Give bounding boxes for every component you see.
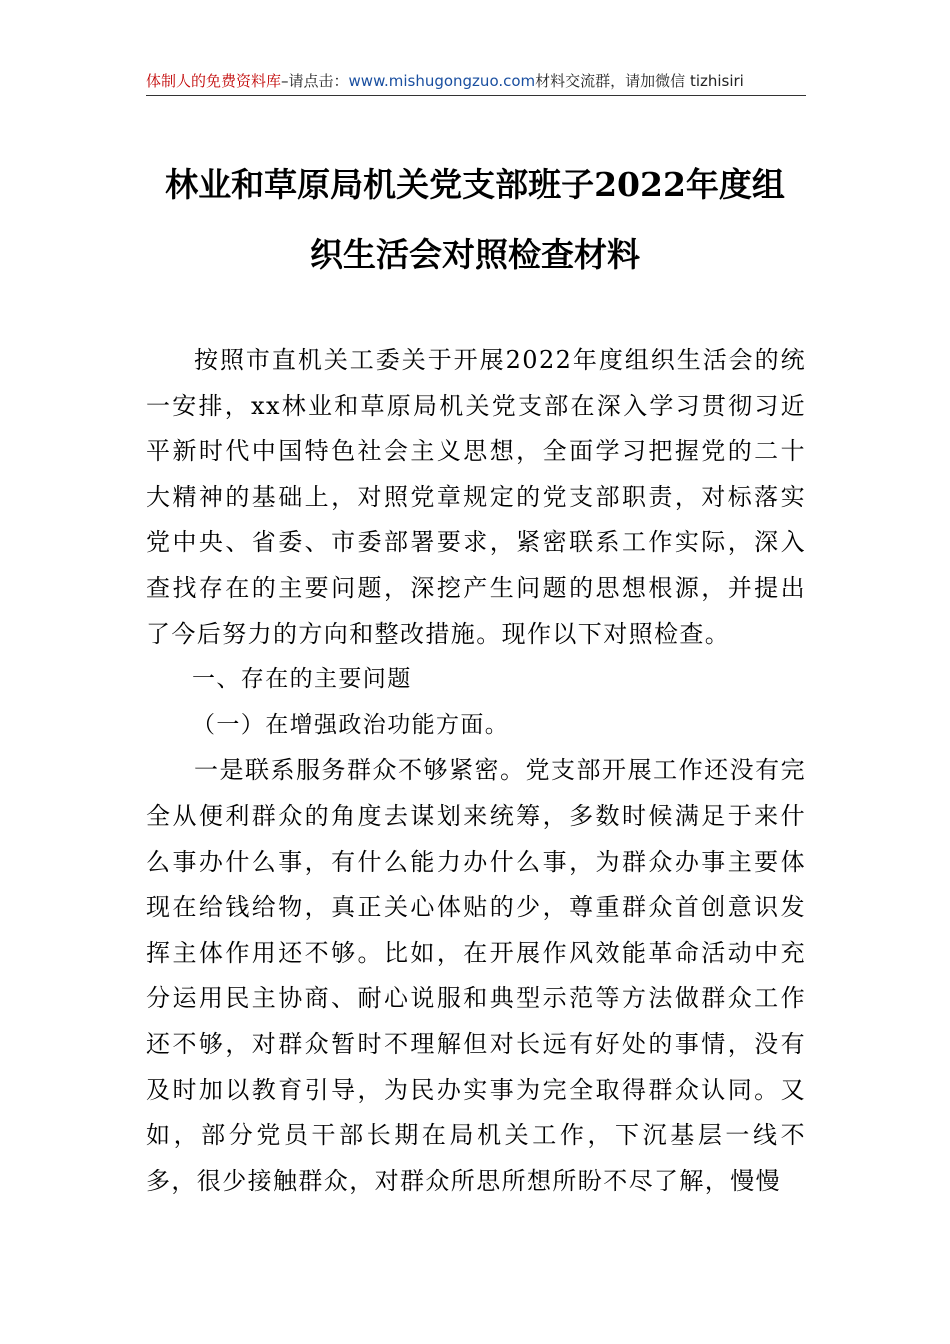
subsection-heading: （一）在增强政治功能方面。 <box>192 711 510 738</box>
document-body <box>146 338 806 1204</box>
body-paragraph: 一是联系服务群众不够紧密。党支部开展工作还没有完全从便利群众的角度去谋划来统筹，多数时候满足于来什么事办什么事，有什么能力办什么事，为群众办事主要体现在给钱给物，真正关心体贴的少，尊重群众首创意识发挥主体作用还不够。比如，在开展作风效能革命活动中充分运用民主协商、耐心说服和典型示范等方法做群众工作还不够，对群众暂时不理解但对长远有好处的事情，没有及时加以教育引导，为民办实事为完全取得群众认同。又如，部分党员干部长期在局机关工作，下沉基层一线不多，很少接触群众，对群众所思所想所盼不尽了解，慢慢 <box>146 756 806 1195</box>
title-line-2: 织生活会对照检查材料 <box>310 235 640 274</box>
header-brand: 体制人的免费资料库 <box>146 72 282 90</box>
header-link[interactable]: www.mishugongzuo.com <box>348 72 536 90</box>
document-title <box>140 150 810 290</box>
header-note: 材料交流群，请加微信 tizhisiri <box>535 72 744 90</box>
page-header <box>146 68 806 94</box>
header-divider <box>146 95 806 96</box>
section-heading: 一、存在的主要问题 <box>192 666 412 693</box>
title-line-1: 林业和草原局机关党支部班子2022年度组 <box>165 165 785 204</box>
header-prompt: –请点击： <box>281 72 349 90</box>
intro-paragraph: 按照市直机关工委关于开展2022年度组织生活会的统一安排，xx林业和草原局机关党支部在深入学习贯彻习近平新时代中国特色社会主义思想，全面学习把握党的二十大精神的基础上，对照党章规定的党支部职责，对标落实党中央、省委、市委部署要求，紧密联系工作实际，深入查找存在的主要问题，深挖产生问题的思想根源，并提出了今后努力的方向和整改措施。现作以下对照检查。 <box>146 346 806 648</box>
